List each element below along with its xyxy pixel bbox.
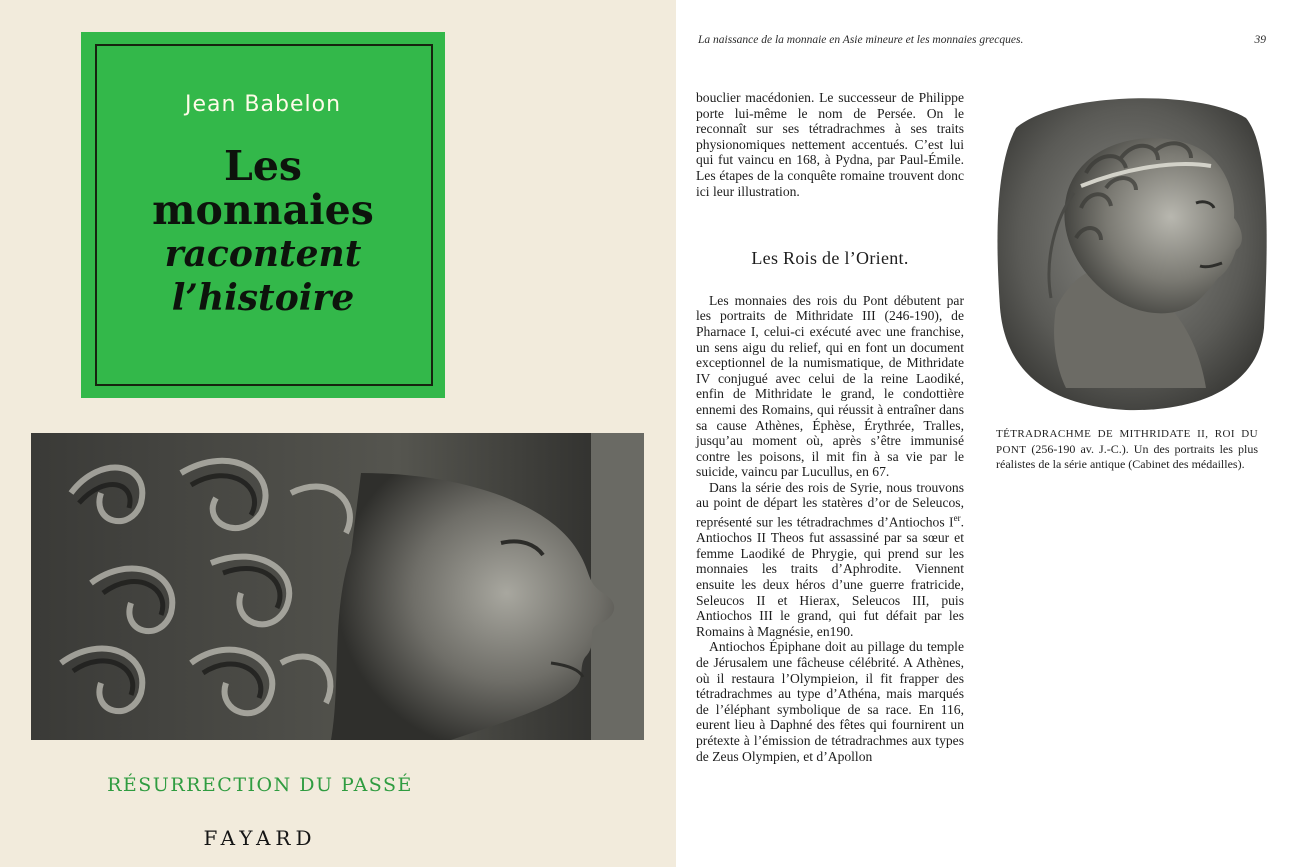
caption-title: TÉTRADRACHME DE MITHRIDATE II, ROI DU PONT xyxy=(996,428,1258,456)
cover-author: Jean Babelon xyxy=(184,92,342,117)
paragraph-syrie-part-b: . Antiochos II Theos fut assassiné par sa sœur et femme Laodiké de Phrygie, qui prend sur les monnaies les traits d’Aphrodite. Viennent ensuite les deux héros d’une guerre fratricide, Seleucos II et Hierax, Seleucos III, puis Antiochos III le grand, qui fut défait par les Romains à Magnésie, en190. xyxy=(696,514,964,639)
title-line-4: l’histoire xyxy=(171,277,355,319)
cover-title-panel xyxy=(81,32,445,398)
title-line-1: Les xyxy=(224,142,302,190)
cover-publisher: FAYARD xyxy=(203,826,317,850)
caption-text: (256-190 av. J.-C.). Un des portraits les plus réalistes de la série antique (Cabinet des médailles). xyxy=(996,441,1258,471)
running-head: La naissance de la monnaie en Asie mineure et les monnaies grecques. xyxy=(698,34,1024,46)
superscript-er: er xyxy=(953,513,961,524)
title-line-3: racontent xyxy=(164,233,362,275)
paragraph-syrie-part-a: Dans la série des rois de Syrie, nous trouvons au point de départ les statères d’or de Seleucos, représenté sur les tétradrachmes d’Antiochos I xyxy=(696,479,964,530)
book-page xyxy=(676,0,1300,867)
paragraph-intro: bouclier macédonien. Le successeur de Philippe porte lui-même le nom de Persée. On le reconnaît sur ses tétradrachmes à ses traits physionomiques nettement accentués. C’est lui qui fut vaincu en 168, à Pydna, par Paul-Émile. Les étapes de la conquête romaine trouvent donc ici leur illustration. xyxy=(696,90,964,199)
section-heading: Les Rois de l’Orient. xyxy=(751,248,909,269)
page-number: 39 xyxy=(1254,34,1266,46)
title-line-2: monnaies xyxy=(152,186,374,234)
cover-coin-portrait-photo xyxy=(31,433,644,740)
cover-title xyxy=(81,144,445,320)
paragraph-epiphane: Antiochos Épiphane doit au pillage du temple de Jérusalem une fâcheuse célébrité. A Athènes, où il restaura l’Olympieion, il fit frapper des tétradrachmes au type d’Athéna, mais marqués de l’éléphant symbolique de sa race. En 116, eurent lieu à Daphné des fêtes qui fournirent un prétexte à l’émission de tétradrachmes aux types de Zeus Olympien, et d’Apollon xyxy=(696,639,964,764)
cover-series-name: RÉSURRECTION DU PASSÉ xyxy=(107,774,413,796)
plate-caption xyxy=(996,426,1258,472)
body-text-column xyxy=(696,90,964,764)
paragraph-pont: Les monnaies des rois du Pont débutent par les portraits de Mithridate III (246-190), de Pharnace I, celui-ci exécuté avec une franchise, un sens aigu du relief, qui en font un document exceptionnel de la numismatique, de Mithridate IV conjugué avec celui de la reine Laodiké, enfin de Mithridate le grand, le condottière ennemi des Romains, qui réussit à entraîner dans sa cause Athènes, Éphèse, Érythrée, Tralles, jusqu’au moment où, après s’être immunisé contre les poisons, il mit fin à sa vie par le suicide, vaincu par Lucullus, en 67. xyxy=(696,292,964,480)
paragraph-syrie xyxy=(696,480,964,639)
coin-relief-illustration xyxy=(31,433,644,740)
coin-plate-photo xyxy=(996,88,1268,414)
